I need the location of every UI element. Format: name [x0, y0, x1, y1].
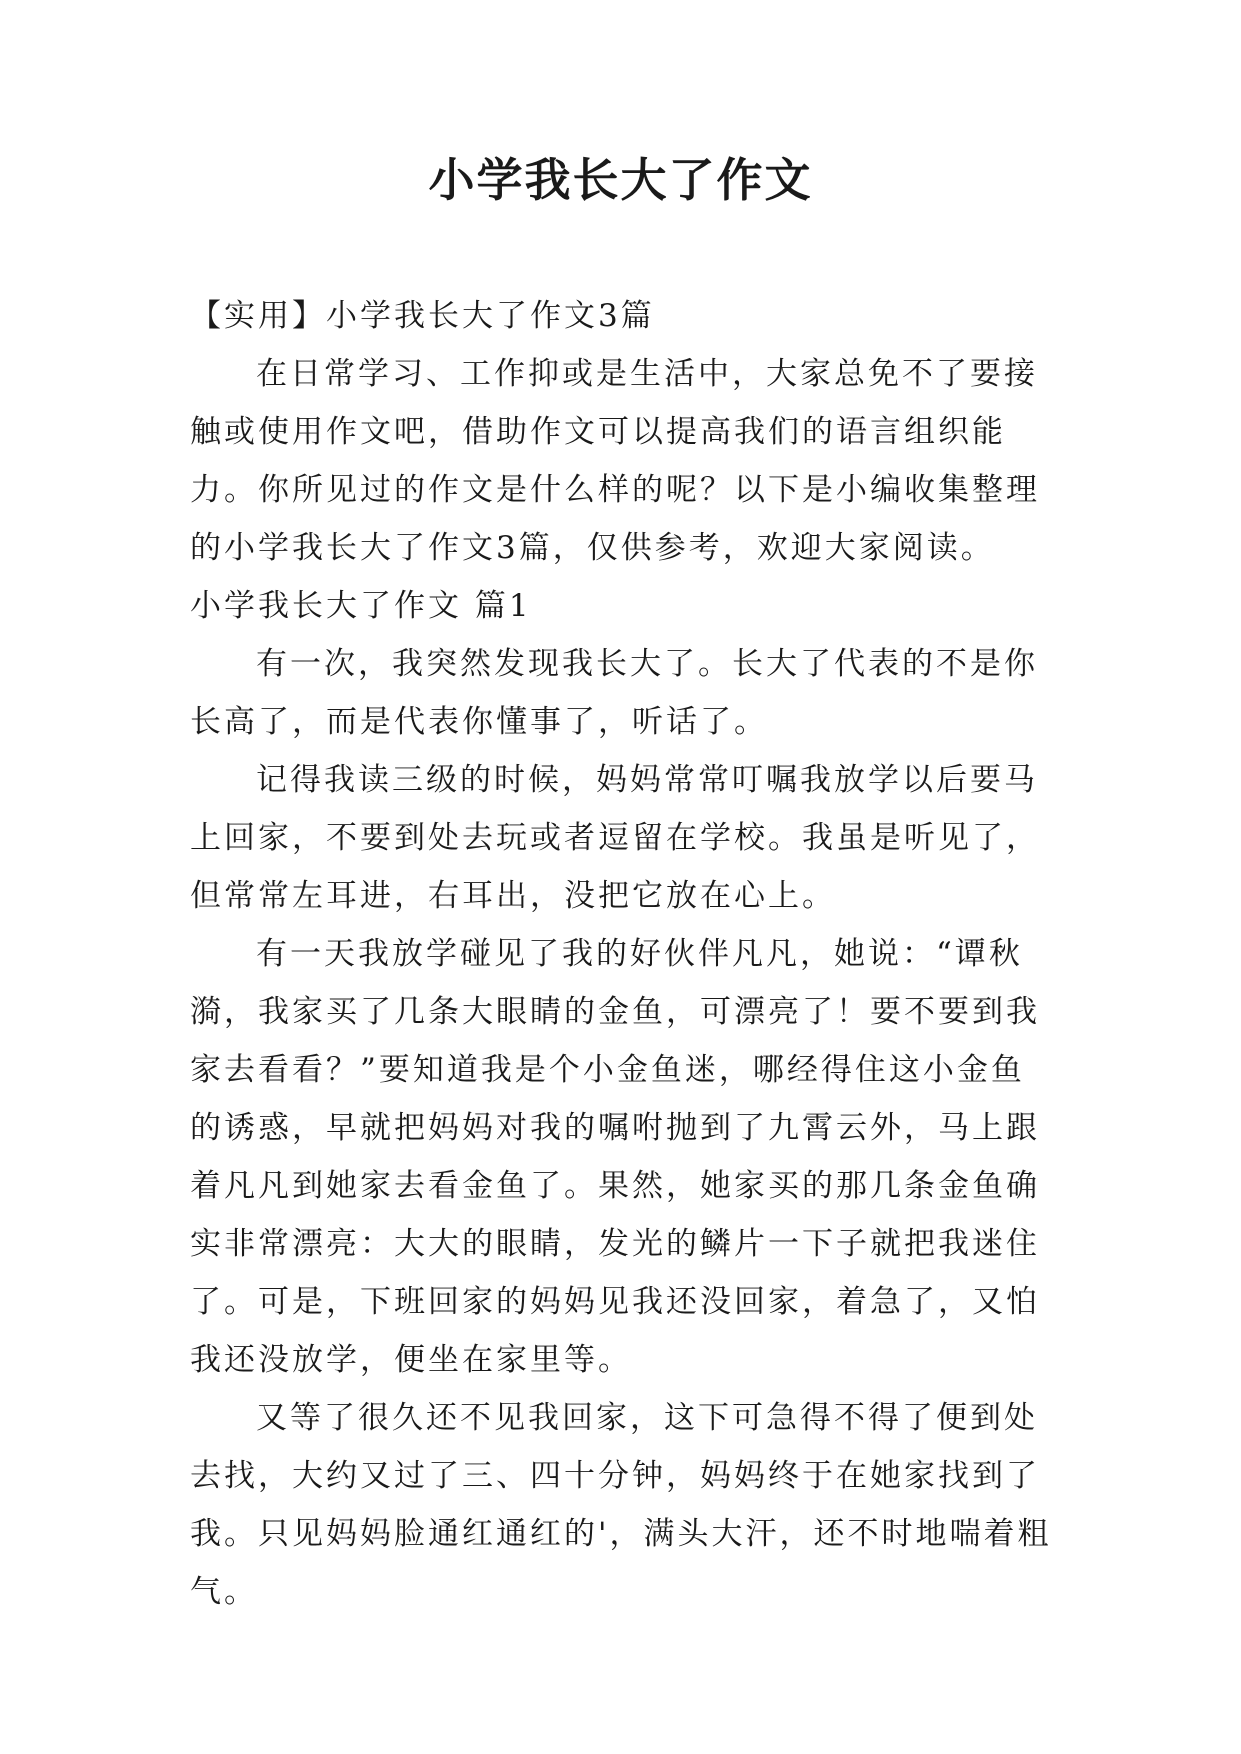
section-heading: 小学我长大了作文 篇1	[190, 588, 532, 624]
document-body	[190, 287, 1052, 1621]
intro-paragraph: 在日常学习、工作抑或是生活中，大家总免不了要接触或使用作文吧，借助作文可以提高我们的语言组织能力。你所见过的作文是什么样的呢？以下是小编收集整理的小学我长大了作文3篇，仅供参考，欢迎大家阅读。	[190, 356, 1040, 566]
page-title: 小学我长大了作文	[428, 153, 813, 207]
body-paragraph: 又等了很久还不见我回家，这下可急得不得了便到处去找，大约又过了三、四十分钟，妈妈终于在她家找到了我。只见妈妈脸通红通红的'，满头大汗，还不时地喘着粗气。	[190, 1400, 1052, 1610]
body-paragraph: 记得我读三级的时候，妈妈常常叮嘱我放学以后要马上回家，不要到处去玩或者逗留在学校。我虽是听见了，但常常左耳进，右耳出，没把它放在心上。	[190, 762, 1040, 914]
document-subtitle: 【实用】小学我长大了作文3篇	[190, 298, 655, 334]
body-paragraph: 有一天我放学碰见了我的好伙伴凡凡，她说：“谭秋漪，我家买了几条大眼睛的金鱼，可漂亮了！要不要到我家去看看？”要知道我是个小金鱼迷，哪经得住这小金鱼的诱惑，早就把妈妈对我的嘱咐抛到了九霄云外，马上跟着凡凡到她家去看金鱼了。果然，她家买的那几条金鱼确实非常漂亮：大大的眼睛，发光的鳞片一下子就把我迷住了。可是，下班回家的妈妈见我还没回家，着急了，又怕我还没放学，便坐在家里等。	[190, 936, 1040, 1378]
body-paragraph: 有一次，我突然发现我长大了。长大了代表的不是你长高了，而是代表你懂事了，听话了。	[190, 646, 1038, 740]
